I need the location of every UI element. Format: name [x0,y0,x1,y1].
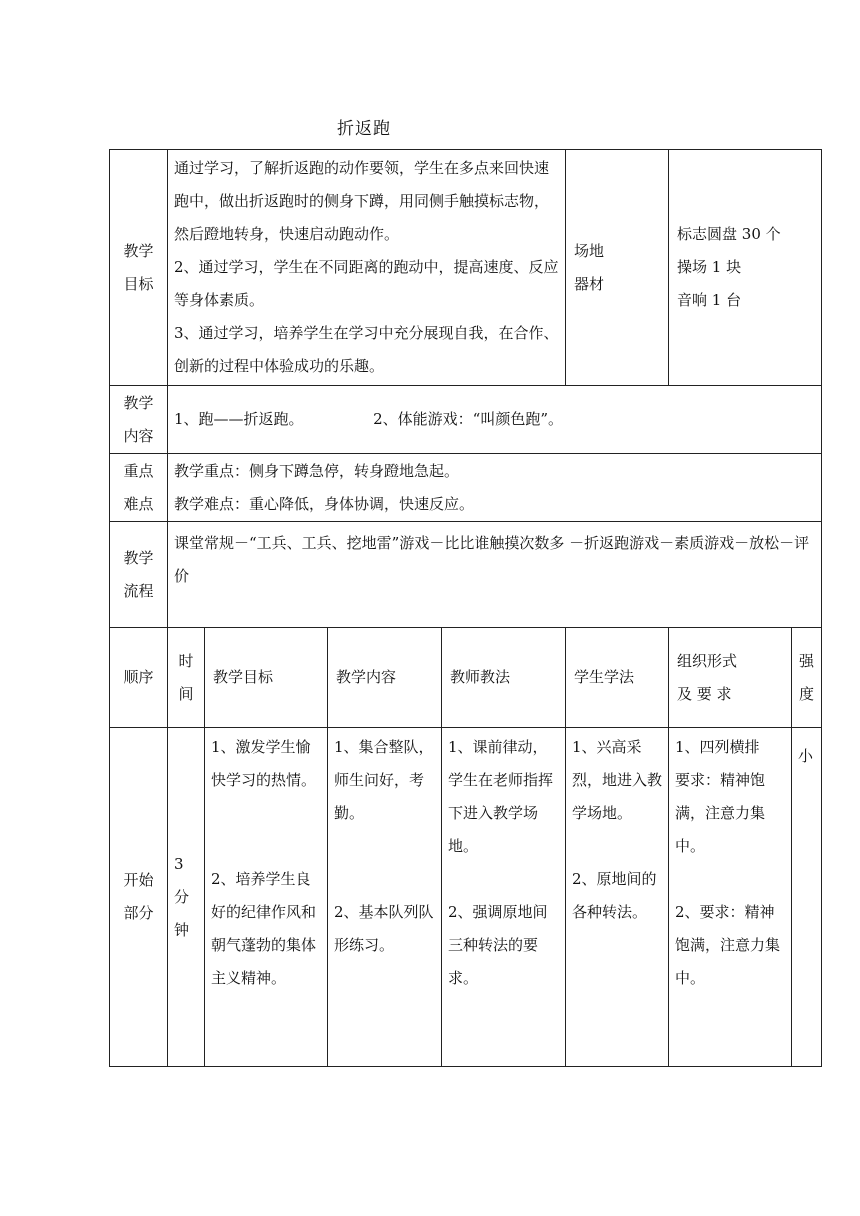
key-points-text [168,454,822,522]
venue-label: 场地 器材 [566,150,669,386]
phase-start-content [328,728,442,1067]
objective-2: 2、通过学习，学生在不同距离的跑动中，提高速度、反应等身体素质。 [174,258,559,309]
phase-start-time: 3 分 钟 [168,728,205,1067]
teaching-focus: 教学重点：侧身下蹲急停，转身蹬地急起。 [174,461,460,480]
start-org-3: 2、要求：精神饱满，注意力集中。 [675,903,781,987]
col-goal: 教学目标 [205,628,328,728]
col-organization: 组织形式 及 要 求 [669,628,792,728]
objective-3: 3、通过学习，培养学生在学习中充分展现自我，在合作、创新的过程中体验成功的乐趣。 [174,324,559,375]
phase-start-organization [669,728,792,1067]
objectives-text [168,150,566,386]
start-goal-2: 2、培养学生良好的纪律作风和朝气蓬勃的集体主义精神。 [211,870,317,987]
equipment-1: 标志圆盘 30 个 [677,225,781,243]
phase-start-label: 开始 部分 [110,728,168,1067]
equipment-3: 音响 1 台 [677,291,742,309]
content-item-1: 1、跑——折返跑。 [174,410,304,428]
col-content: 教学内容 [328,628,442,728]
objective-1: 通过学习，了解折返跑的动作要领，学生在多点来回快速跑中，做出折返跑时的侧身下蹲，用同侧手触摸标志物，然后蹬地转身，快速启动跑动作。 [174,159,550,243]
start-student-1: 1、兴高采烈，地进入教学场地。 [572,738,663,822]
page-title: 折返跑 [337,119,391,139]
start-goal-1: 1、激发学生愉快学习的热情。 [211,738,317,789]
col-time: 时 间 [168,628,205,728]
lesson-plan-table [109,149,822,1067]
equipment-list [669,150,822,386]
phase-start-student [566,728,669,1067]
content-items [168,386,822,454]
phase-start-teacher [442,728,566,1067]
content-item-2: 2、体能游戏：“叫颜色跑”。 [373,410,563,428]
key-points-label: 重点 难点 [110,454,168,522]
col-student: 学生学法 [566,628,669,728]
equipment-2: 操场 1 块 [677,258,742,276]
start-content-2: 2、基本队列队形练习。 [334,903,434,954]
flow-text: 课堂常规－“工兵、工兵、挖地雷”游戏－比比谁触摸次数多 －折返跑游戏－素质游戏－放松－评价 [168,522,822,628]
start-org-2: 要求：精神饱满，注意力集中。 [675,771,766,855]
content-label: 教学 内容 [110,386,168,454]
start-content-1: 1、集合整队，师生问好，考勤。 [334,738,434,822]
col-intensity: 强 度 [792,628,822,728]
start-teacher-1: 1、课前律动，学生在老师指挥下进入教学场地。 [448,738,554,855]
phase-start-intensity: 小 [792,728,822,1067]
flow-label: 教学 流程 [110,522,168,628]
phase-start-goals [205,728,328,1067]
col-teacher: 教师教法 [442,628,566,728]
start-teacher-2: 2、强调原地间三种转法的要求。 [448,903,548,987]
start-student-2: 2、原地间的各种转法。 [572,870,657,921]
objectives-label: 教学 目标 [110,150,168,386]
start-org-1: 1、四列横排 [675,738,760,756]
teaching-difficulty: 教学难点：重心降低，身体协调，快速反应。 [174,494,475,513]
col-order: 顺序 [110,628,168,728]
